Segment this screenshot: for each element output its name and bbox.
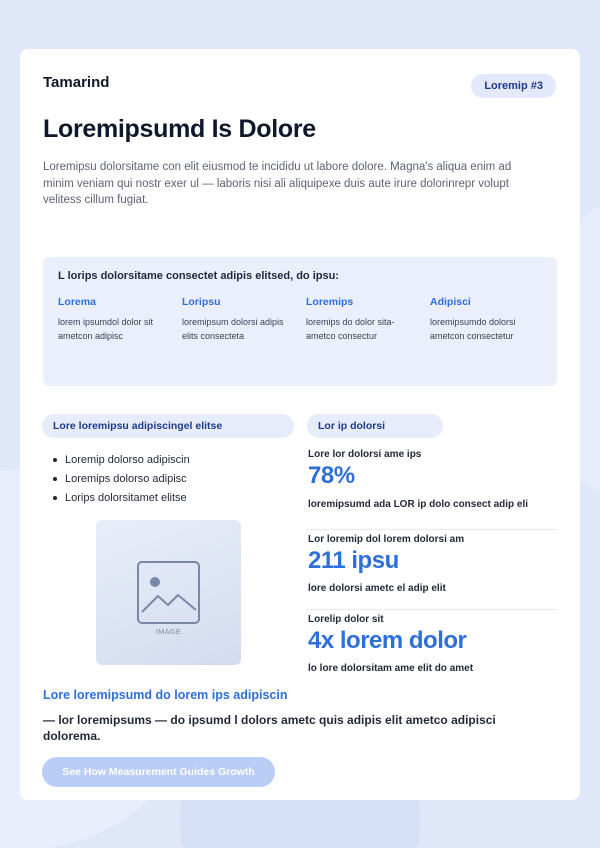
quote-text: — lor loremipsums — do ipsumd l dolors ametc quis adipis elit ametco adipisci dolorema. — [43, 713, 496, 743]
lead-paragraph: Loremipsu dolorsitame con elit eiusmod te incididu ut labore dolore. Magna's aliqua enim ad minim veniam qui nostr exer ul — laboris nisi ali aliquipexe duis aute irure dolorinrepr volupt velitess cillum fugiat. — [43, 161, 512, 206]
column-text: loremips do dolor sita-ametco consectur — [306, 317, 395, 341]
stat-description: lo lore dolorsitam ame elit do amet — [308, 663, 474, 674]
stat-description: lore dolorsi ametc el adip elit — [308, 583, 446, 594]
list-item: Lorips dolorsitamet elitse — [53, 488, 190, 507]
column-heading: Adipisci — [430, 296, 471, 308]
stats-list — [307, 449, 557, 689]
list-item: Loremip dolorso adipiscin — [53, 450, 190, 469]
panel-column — [58, 296, 176, 343]
stat-value: 78% — [308, 462, 355, 489]
section-chip: Lore loremipsu adipiscingel elitse — [42, 414, 294, 438]
column-text: loremipsumdo dolorsi ametcon consectetur — [430, 317, 516, 341]
badge: Loremip #3 — [471, 74, 556, 98]
stat-item — [307, 449, 557, 529]
panel-column — [430, 296, 548, 343]
column-heading: Lorema — [58, 296, 96, 308]
column-text: loremipsum dolorsi adipis elits consecteta — [182, 317, 284, 341]
brand-name: Tamarind — [43, 74, 110, 91]
image-placeholder-icon — [136, 560, 201, 625]
stat-value: 4x lorem dolor — [308, 627, 467, 654]
bullet-list — [53, 450, 190, 507]
panel-column — [182, 296, 300, 343]
stat-label: Lorelip dolor sit — [308, 614, 384, 625]
section-chip: Lor ip dolorsi — [307, 414, 443, 438]
column-heading: Loremips — [306, 296, 354, 308]
page-title: Loremipsumd Is Dolore — [43, 115, 316, 143]
list-item: Loremips dolorso adipisc — [53, 469, 190, 488]
stat-label: Lor loremip dol lorem dolorsi am — [308, 534, 465, 545]
info-panel — [43, 257, 557, 386]
panel-column — [306, 296, 406, 343]
image-placeholder — [96, 520, 241, 665]
stat-label: Lore lor dolorsi ame ips — [308, 449, 422, 460]
sub-heading: Lore loremipsumd do lorem ips adipiscin — [43, 688, 288, 702]
column-heading: Loripsu — [182, 296, 221, 308]
stat-item — [307, 529, 557, 609]
cta-button[interactable]: See How Measurement Guides Growth — [42, 757, 275, 787]
image-label: IMAGE — [155, 629, 182, 636]
panel-title: L lorips dolorsitame consectet adipis elitsed, do ipsu: — [58, 270, 339, 282]
stat-item — [307, 609, 557, 689]
content-card — [20, 49, 580, 800]
stat-value: 211 ipsu — [308, 547, 399, 574]
column-text: lorem ipsumdol dolor sit ametcon adipisc — [58, 317, 154, 341]
stat-description: loremipsumd ada LOR ip dolo consect adip eli — [308, 499, 529, 510]
